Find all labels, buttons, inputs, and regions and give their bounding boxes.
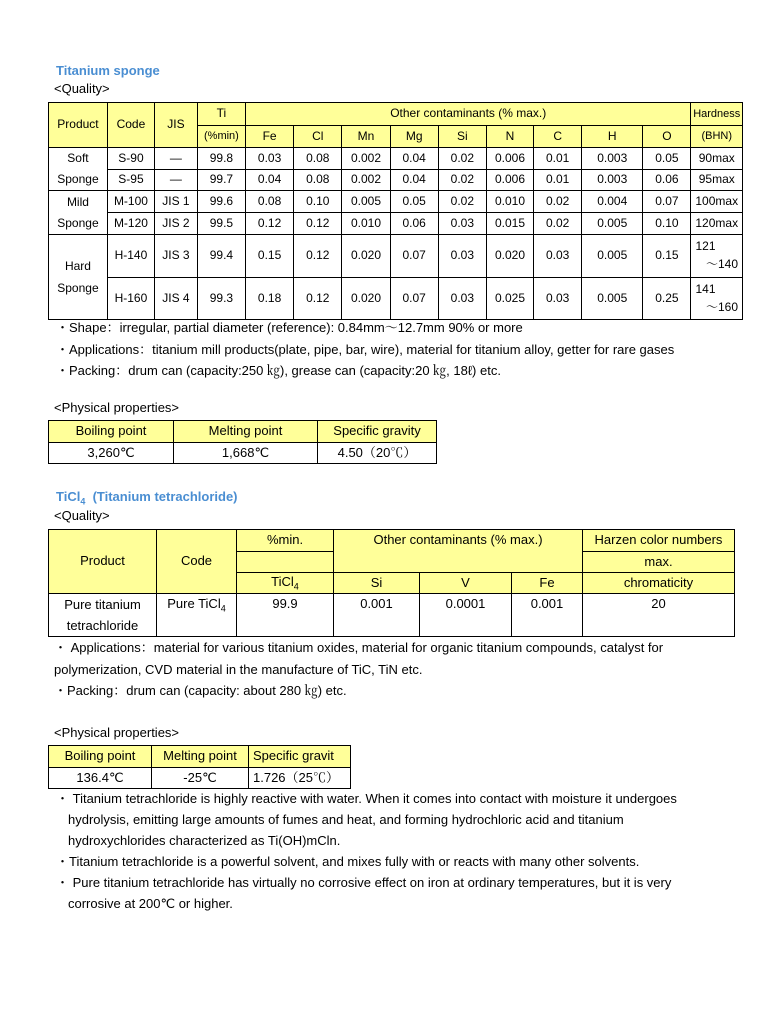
cell-mn: 0.002 (342, 170, 390, 191)
cell-product (49, 594, 157, 637)
col-header-n: N (486, 126, 533, 148)
col-header-other-contaminants: Other contaminants (% max.) (334, 530, 583, 573)
phys-header-gravity: Specific gravity (318, 421, 437, 443)
phys-gravity-value: 1.726（25℃） (249, 768, 351, 789)
cell-n: 0.006 (486, 170, 533, 191)
cell-c: 0.02 (534, 191, 582, 213)
phys-melting-value: 1,668℃ (174, 443, 318, 464)
note-applications-cont: polymerization, CVD material in the manufacture of TiC, TiN etc. (54, 661, 423, 677)
cell-c: 0.03 (534, 235, 582, 278)
cell-o: 0.05 (643, 148, 691, 170)
cell-c: 0.02 (534, 213, 582, 235)
group-name-line: Sponge (57, 281, 99, 295)
note-packing: ・Packing：drum can (capacity: about 280 ㎏) etc. (54, 683, 347, 698)
cell-ti: 99.6 (197, 191, 245, 213)
col-header-cl: Cl (294, 126, 342, 148)
col-header-o: O (643, 126, 691, 148)
code-formula: Pure TiCl (167, 596, 221, 611)
sponge-quality-label: <Quality> (54, 81, 110, 96)
cell-h: 0.005 (582, 278, 643, 320)
phys-boiling-value: 136.4℃ (49, 768, 152, 789)
cell-jis: — (155, 170, 198, 191)
cell-ti: 99.8 (197, 148, 245, 170)
group-name-line: Sponge (57, 172, 99, 186)
col-header-ticl4 (237, 573, 334, 594)
cell-mg: 0.05 (390, 191, 438, 213)
cell-fe: 0.08 (246, 191, 294, 213)
cell-si: 0.02 (438, 148, 486, 170)
phys-header-melting: Melting point (174, 421, 318, 443)
cell-mn: 0.002 (342, 148, 390, 170)
ticl4-formula: TiCl (271, 573, 294, 589)
group-name-line: Mild (66, 194, 89, 209)
note-applications: ・Applications：titanium mill products(plate, pipe, bar, wire), material for titanium alloy, getter for rare gases (56, 341, 675, 357)
cell-fe: 0.04 (246, 170, 294, 191)
table-row (49, 213, 743, 235)
col-header-fe: Fe (512, 573, 583, 594)
note-corrosion-2: corrosive at 200℃ or higher. (68, 896, 233, 911)
sponge-physical-label: <Physical properties> (54, 400, 180, 415)
cell-color: 20 (583, 594, 735, 637)
col-header-product: Product (49, 103, 108, 148)
col-header-chromaticity: chromaticity (583, 573, 735, 594)
cell-jis: JIS 2 (155, 213, 198, 235)
cell-mn: 0.020 (342, 278, 390, 320)
hardness-range-end: ～140 (705, 257, 738, 271)
col-header-ti-unit: (%min) (197, 126, 245, 148)
col-header-v: V (420, 573, 512, 594)
cell-n: 0.015 (486, 213, 533, 235)
group-name-line: Soft (67, 151, 89, 165)
phys-header-boiling: Boiling point (49, 421, 174, 443)
ticl4-physical-label: <Physical properties> (54, 725, 180, 740)
note-applications: ・ Applications：material for various titanium oxides, material for organic titanium compounds, catalyst for (54, 640, 664, 655)
cell-fe: 0.15 (246, 235, 294, 278)
phys-melting-value: -25℃ (152, 768, 249, 789)
cell-ti: 99.7 (197, 170, 245, 191)
product-line: tetrachloride (66, 618, 139, 633)
group-name-line: Hard (64, 259, 91, 273)
cell-hardness: 95max (691, 170, 743, 191)
cell-si: 0.02 (438, 170, 486, 191)
cell-hardness (691, 278, 743, 320)
hardness-range-start: 141 (695, 281, 716, 296)
cell-ti: 99.3 (197, 278, 245, 320)
cell-si: 0.03 (438, 213, 486, 235)
note-solvent: ・Titanium tetrachloride is a powerful solvent, and mixes fully with or reacts with many other solvents. (56, 854, 640, 869)
ticl4-section-title (56, 489, 238, 507)
cell-jis: JIS 1 (155, 191, 198, 213)
product-line: Pure titanium (64, 597, 141, 612)
ticl4-quality-table (48, 529, 735, 637)
table-row (49, 148, 743, 170)
cell-si: 0.02 (438, 191, 486, 213)
cell-n: 0.006 (486, 148, 533, 170)
cell-si: 0.03 (438, 278, 486, 320)
col-header-product: Product (49, 530, 157, 594)
cell-cl: 0.12 (294, 278, 342, 320)
note-packing: ・Packing：drum can (capacity:250 ㎏), grease can (capacity:20 ㎏, 18ℓ) etc. (56, 363, 501, 378)
table-row (49, 191, 743, 213)
cell-o: 0.10 (643, 213, 691, 235)
cell-o: 0.25 (643, 278, 691, 320)
cell-c: 0.01 (534, 170, 582, 191)
cell-mg: 0.07 (390, 278, 438, 320)
cell-mn: 0.020 (342, 235, 390, 278)
product-group-mild (49, 191, 108, 235)
cell-v: 0.0001 (420, 594, 512, 637)
col-header-si: Si (438, 126, 486, 148)
cell-hardness: 120max (691, 213, 743, 235)
col-header-min: %min. (237, 530, 334, 552)
note-corrosion-1: ・ Pure titanium tetrachloride has virtually no corrosive effect on iron at ordinary temperatures, but it is very (56, 875, 672, 890)
ticl4-title-subscript: 4 (80, 496, 86, 507)
cell-fe: 0.18 (246, 278, 294, 320)
ticl4-notes (54, 637, 754, 702)
col-header-jis: JIS (155, 103, 198, 148)
product-group-soft (49, 148, 108, 191)
phys-gravity-value: 4.50（20℃） (318, 443, 437, 464)
cell-code: M-100 (107, 191, 154, 213)
cell-code: S-90 (107, 148, 154, 170)
col-header-code: Code (157, 530, 237, 594)
cell-fe: 0.12 (246, 213, 294, 235)
col-header-hardness: Hardness (691, 103, 743, 126)
cell-mg: 0.06 (390, 213, 438, 235)
col-header-mn: Mn (342, 126, 390, 148)
phys-header-boiling: Boiling point (49, 746, 152, 768)
note-water-reactivity-2: hydrolysis, emitting large amounts of fumes and heat, and forming hydrochloric acid and titanium (68, 812, 624, 827)
cell-cl: 0.08 (294, 170, 342, 191)
cell-min: 99.9 (237, 594, 334, 637)
cell-n: 0.025 (486, 278, 533, 320)
cell-h: 0.004 (582, 191, 643, 213)
cell-code: M-120 (107, 213, 154, 235)
cell-hardness: 90max (691, 148, 743, 170)
cell-code: S-95 (107, 170, 154, 191)
cell-o: 0.07 (643, 191, 691, 213)
ticl4-reactivity-notes (56, 788, 716, 914)
cell-o: 0.15 (643, 235, 691, 278)
cell-c: 0.03 (534, 278, 582, 320)
ticl4-physical-table (48, 745, 351, 789)
cell-mg: 0.04 (390, 170, 438, 191)
cell-cl: 0.10 (294, 191, 342, 213)
cell-mn: 0.005 (342, 191, 390, 213)
cell-h: 0.003 (582, 148, 643, 170)
sponge-section-title: Titanium sponge (56, 63, 160, 78)
col-header-code: Code (107, 103, 154, 148)
cell-jis: JIS 4 (155, 278, 198, 320)
phys-boiling-value: 3,260℃ (49, 443, 174, 464)
col-header-mg: Mg (390, 126, 438, 148)
table-row (49, 235, 743, 278)
ticl4-quality-label: <Quality> (54, 508, 110, 523)
cell-hardness (691, 235, 743, 278)
header-spacer (237, 552, 334, 573)
cell-ti: 99.5 (197, 213, 245, 235)
cell-jis: — (155, 148, 198, 170)
cell-h: 0.005 (582, 213, 643, 235)
hardness-range-end: ～160 (705, 299, 738, 314)
group-name-line: Sponge (57, 215, 99, 230)
cell-si: 0.001 (334, 594, 420, 637)
phys-header-melting: Melting point (152, 746, 249, 768)
phys-header-gravity: Specific gravit (249, 746, 351, 768)
cell-cl: 0.12 (294, 235, 342, 278)
table-row (49, 278, 743, 320)
cell-h: 0.003 (582, 170, 643, 191)
cell-cl: 0.08 (294, 148, 342, 170)
col-header-fe: Fe (246, 126, 294, 148)
col-header-c: C (534, 126, 582, 148)
cell-code: H-160 (107, 278, 154, 320)
cell-mn: 0.010 (342, 213, 390, 235)
col-header-harzen: Harzen color numbers (583, 530, 735, 552)
col-header-other-contaminants: Other contaminants (% max.) (246, 103, 691, 126)
cell-n: 0.010 (486, 191, 533, 213)
cell-fe: 0.03 (246, 148, 294, 170)
cell-code: H-140 (107, 235, 154, 278)
col-header-hardness-unit: (BHN) (691, 126, 743, 148)
cell-n: 0.020 (486, 235, 533, 278)
cell-code (157, 594, 237, 637)
cell-o: 0.06 (643, 170, 691, 191)
col-header-max: max. (583, 552, 735, 573)
sponge-notes (56, 317, 756, 382)
cell-ti: 99.4 (197, 235, 245, 278)
sponge-physical-table (48, 420, 437, 464)
product-group-hard (49, 235, 108, 320)
table-row (49, 594, 735, 637)
ticl4-title-name: (Titanium tetrachloride) (85, 489, 238, 504)
cell-h: 0.005 (582, 235, 643, 278)
hardness-range-start: 121 (695, 239, 716, 254)
note-water-reactivity-3: hydroxychlorides characterized as Ti(OH)mCln. (68, 833, 341, 848)
note-shape: ・Shape：irregular, partial diameter (reference): 0.84mm～12.7mm 90% or more (56, 320, 523, 335)
table-row (49, 170, 743, 191)
cell-mg: 0.07 (390, 235, 438, 278)
cell-fe: 0.001 (512, 594, 583, 637)
note-water-reactivity-1: ・ Titanium tetrachloride is highly reactive with water. When it comes into contact with moisture it undergoes (56, 791, 677, 806)
cell-jis: JIS 3 (155, 235, 198, 278)
ticl4-subscript: 4 (293, 581, 299, 592)
sponge-quality-table (48, 102, 743, 320)
col-header-si: Si (334, 573, 420, 594)
col-header-ti: Ti (197, 103, 245, 126)
cell-mg: 0.04 (390, 148, 438, 170)
cell-cl: 0.12 (294, 213, 342, 235)
code-subscript: 4 (220, 603, 226, 614)
ticl4-title-formula: TiCl (56, 489, 81, 504)
cell-hardness: 100max (691, 191, 743, 213)
cell-si: 0.03 (438, 235, 486, 278)
col-header-h: H (582, 126, 643, 148)
cell-c: 0.01 (534, 148, 582, 170)
